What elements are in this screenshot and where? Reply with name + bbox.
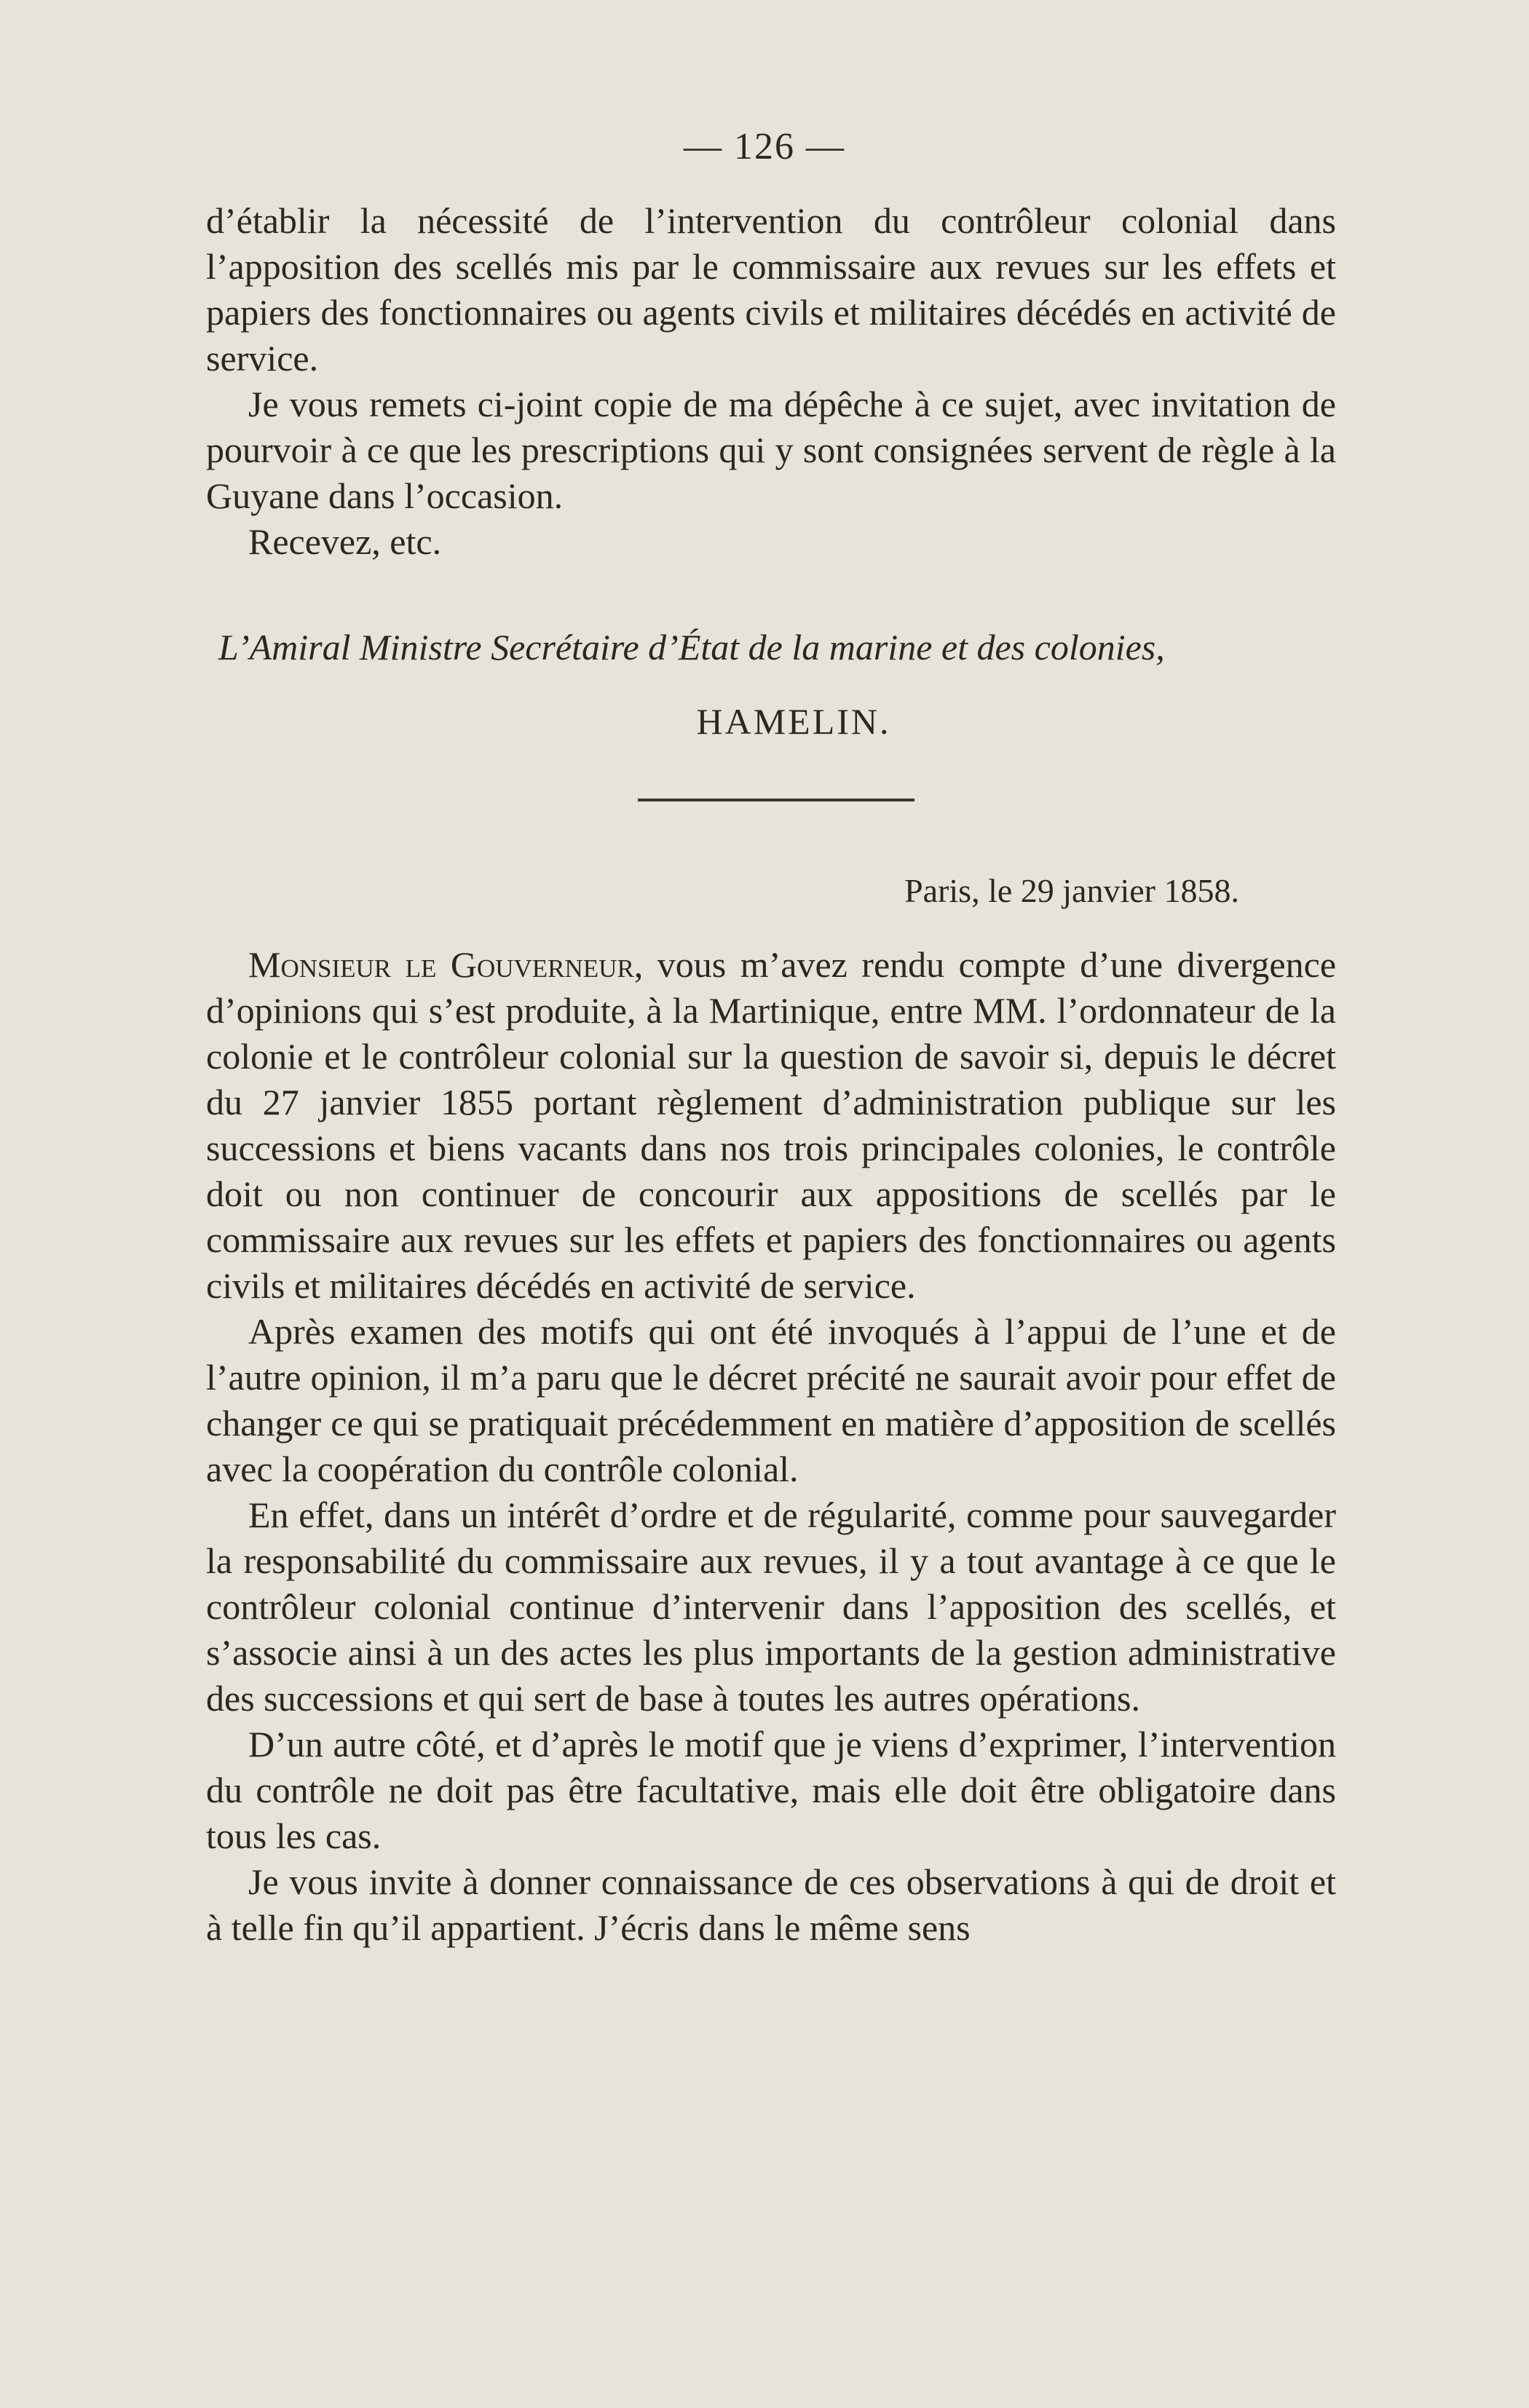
paragraph: Je vous invite à donner connaissance de ces observations à qui de droit et à telle fin qu’il appartient. J’écris dans le même sens bbox=[206, 1861, 1336, 1948]
section-divider bbox=[638, 799, 914, 801]
page-number: — 126 — bbox=[684, 126, 845, 167]
paragraph-continued: d’établir la nécessité de l’intervention du contrôleur colonial dans l’apposition des scellés mis par le commissaire aux revues sur les effets et papiers des fonctionnaires ou agents civils et militaires décédés en activité de service. bbox=[206, 200, 1336, 379]
opening-text: , vous m’avez rendu compte d’une divergence d’opinions qui s’est produite, à la Martinique, entre MM. l’ordonnateur de la colonie et le contrôleur colonial sur la question de savoir si, depuis le décret du 27 janvier 1855 portant règlement d’administration publique sur les successions et biens vacants dans nos trois principales colonies, le contrôle doit ou non continuer de concourir aux appositions de scellés par le commissaire aux revues sur les effets et papiers des fonctionnaires ou agents civils et militaires décédés en activité de service. bbox=[206, 944, 1337, 1306]
salutation: Monsieur le Gouverneur bbox=[248, 944, 634, 985]
top-text-block bbox=[206, 198, 1336, 565]
paragraph: Après examen des motifs qui ont été invoqués à l’appui de l’une et de l’autre opinion, il m’a paru que le décret précité ne saurait avoir pour effet de changer ce qui se pratiquait précédemment en matière d’apposition de scellés avec la coopération du contrôle colonial. bbox=[206, 1311, 1336, 1489]
paragraph: Je vous remets ci-joint copie de ma dépêche à ce sujet, avec invitation de pourvoir à ce que les prescriptions qui y sont consignées servent de règle à la Guyane dans l’occasion. bbox=[206, 384, 1336, 516]
closing-formula: Recevez, etc. bbox=[248, 521, 442, 562]
dateline: Paris, le 29 janvier 1858. bbox=[904, 872, 1239, 909]
signature-name: HAMELIN. bbox=[696, 701, 891, 742]
paragraph: En effet, dans un intérêt d’ordre et de régularité, comme pour sauvegarder la responsabilité du commissaire aux revues, il y a tout avantage à ce que le contrôleur colonial continue d’intervenir dans l’apposition des scellés, et s’associe ainsi à un des actes les plus importants de la gestion administrative des successions et qui sert de base à toutes les autres opérations. bbox=[206, 1494, 1336, 1719]
letter-body bbox=[206, 942, 1336, 1951]
signature-title: L’Amiral Ministre Secrétaire d’État de la marine et des colonies, bbox=[218, 627, 1165, 668]
letter-opening-paragraph bbox=[206, 942, 1336, 1309]
paragraph: D’un autre côté, et d’après le motif que je viens d’exprimer, l’intervention du contrôle ne doit pas être facultative, mais elle doit être obligatoire dans tous les cas. bbox=[206, 1724, 1336, 1856]
